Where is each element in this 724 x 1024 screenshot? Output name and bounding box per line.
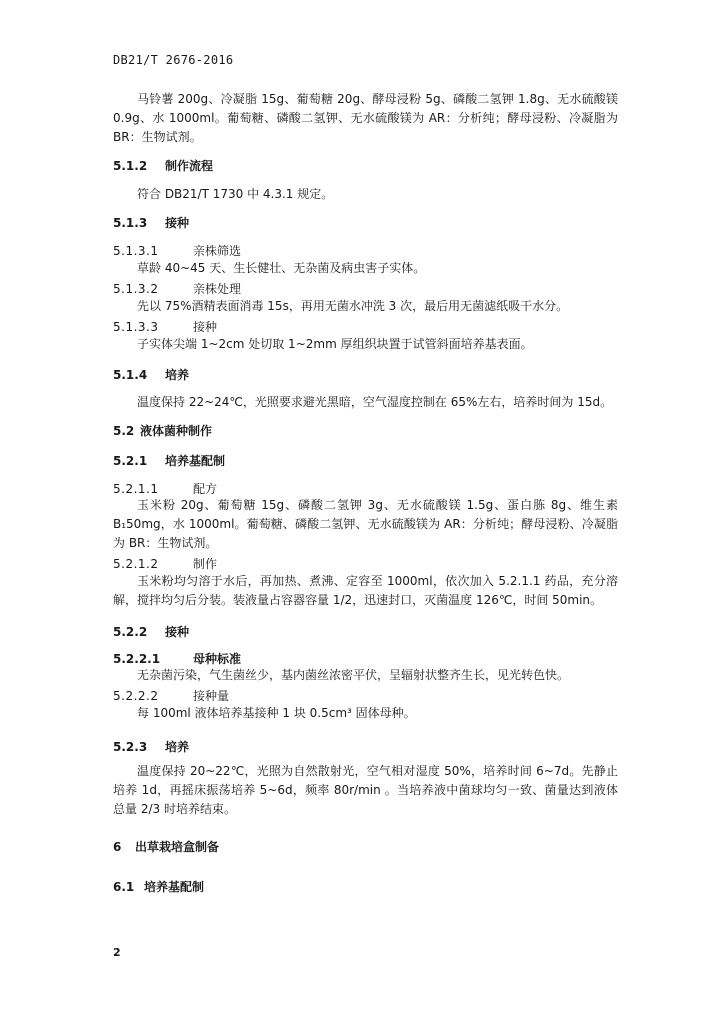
heading-title: 培养 [165,368,190,382]
subheading-title: 接种量 [193,689,230,703]
heading-number: 5.2.2.1 [113,652,161,666]
paragraph-text: 符合 DB21/T 1730 中 4.3.1 规定。 [137,187,334,201]
heading-number: 6 [113,840,122,854]
paragraph-5-1-3-2 [113,297,618,316]
heading-title: 母种标准 [193,652,242,666]
paragraph-5-1-3-1 [113,259,618,278]
paragraph-5-2-2-2 [113,704,618,723]
heading-number: 5.2 [113,424,135,438]
heading-5-2-3 [113,738,189,755]
paragraph-text: 温度保持 20~22℃，光照为自然散射光，空气相对湿度 50%，培养时间 6~7d。先静止培养 1d，再摇床振荡培养 5~6d，频率 80r/min 。当培养液中菌球均匀一致、菌量达到液体总量 2/3 时培养结束。 [113,764,618,816]
paragraph-5-2-2-1 [113,666,618,685]
paragraph-5-1-3-3 [113,335,618,354]
paragraph-text: 马铃薯 200g、冷凝脂 15g、葡萄糖 20g、酵母浸粉 5g、磷酸二氢钾 1.8g、无水硫酸镁 0.9g、水 1000ml。葡萄糖、磷酸二氢钾、无水硫酸镁为 AR：分析纯；酵母浸粉、冷凝脂为 BR：生物试剂。 [113,92,618,144]
heading-number: 6.1 [113,880,135,894]
subheading-number: 5.2.1.1 [113,482,159,496]
heading-number: 5.2.3 [113,740,148,754]
subheading-5-2-1-2 [113,555,217,572]
paragraph-5-2-1-2 [113,572,618,610]
heading-title: 接种 [165,216,190,230]
paragraph-text: 玉米粉 20g、葡萄糖 15g、磷酸二氢钾 3g、无水硫酸镁 1.5g、蛋白胨 8g、维生素 B₁50mg，水 1000ml。葡萄糖、磷酸二氢钾、无水硫酸镁为 AR：分析纯；酵母浸粉、冷凝脂为 BR：生物试剂。 [113,498,618,550]
heading-number: 5.2.2 [113,625,148,639]
heading-number: 5.1.4 [113,368,148,382]
paragraph-text: 子实体尖端 1~2cm 处切取 1~2mm 厚组织块置于试管斜面培养基表面。 [137,337,533,351]
subheading-number: 5.1.3.1 [113,244,159,258]
subheading-title: 亲株筛选 [193,244,242,258]
page-number: 2 [113,946,121,959]
heading-5-1-2 [113,157,213,174]
subheading-title: 接种 [193,320,218,334]
subheading-title: 亲株处理 [193,282,242,296]
paragraph-text: 玉米粉均匀溶于水后，再加热、煮沸、定容至 1000ml，依次加入 5.2.1.1 药品，充分溶解，搅拌均匀后分装。装液量占容器容量 1/2，迅速封口，灭菌温度 126℃，时间 50min。 [113,574,618,607]
heading-number: 5.1.3 [113,216,148,230]
heading-number: 5.2.1 [113,454,148,468]
subheading-number: 5.2.2.2 [113,689,159,703]
paragraph-5-2-1-1 [113,496,618,553]
subheading-5-2-2-2 [113,687,229,704]
heading-5-1-4 [113,366,189,383]
heading-5-2-1 [113,452,225,469]
subheading-number: 5.2.1.2 [113,557,159,571]
heading-title: 接种 [165,625,190,639]
paragraph-text: 草龄 40~45 天、生长健壮、无杂菌及病虫害子实体。 [137,261,426,275]
subheading-5-1-3-1 [113,242,241,259]
heading-5-2-2-1 [113,650,241,667]
paragraph-text: 温度保持 22~24℃，光照要求避光黑暗，空气湿度控制在 65%左右，培养时间为 15d。 [137,395,613,409]
subheading-number: 5.1.3.3 [113,320,159,334]
heading-title: 培养 [165,740,190,754]
subheading-title: 配方 [193,482,218,496]
heading-6 [113,838,219,855]
heading-number: 5.1.2 [113,159,148,173]
subheading-5-1-3-3 [113,318,217,335]
subheading-number: 5.1.3.2 [113,282,159,296]
heading-title: 培养基配制 [144,880,205,894]
heading-5-2 [113,422,212,439]
heading-5-2-2 [113,623,189,640]
subheading-5-2-1-1 [113,480,217,497]
heading-5-1-3 [113,214,189,231]
heading-title: 出草栽培盒制备 [135,840,220,854]
paragraph-intro [113,90,618,147]
heading-title: 制作流程 [165,159,214,173]
paragraph-5-1-4 [113,393,618,412]
paragraph-text: 先以 75%酒精表面消毒 15s，再用无菌水冲洗 3 次，最后用无菌滤纸吸干水分。 [137,299,569,313]
paragraph-text: 无杂菌污染，气生菌丝少，基内菌丝浓密平伏，呈辐射状整齐生长，见光转色快。 [137,668,570,682]
subheading-5-1-3-2 [113,280,241,297]
paragraph-text: 每 100ml 液体培养基接种 1 块 0.5cm³ 固体母种。 [137,706,416,720]
standard-id: DB21/T 2676-2016 [113,53,234,67]
heading-title: 液体菌种制作 [140,424,213,438]
paragraph-5-2-3 [113,762,618,819]
subheading-title: 制作 [193,557,218,571]
heading-6-1 [113,878,204,895]
heading-title: 培养基配制 [165,454,226,468]
paragraph-5-1-2 [113,185,618,204]
